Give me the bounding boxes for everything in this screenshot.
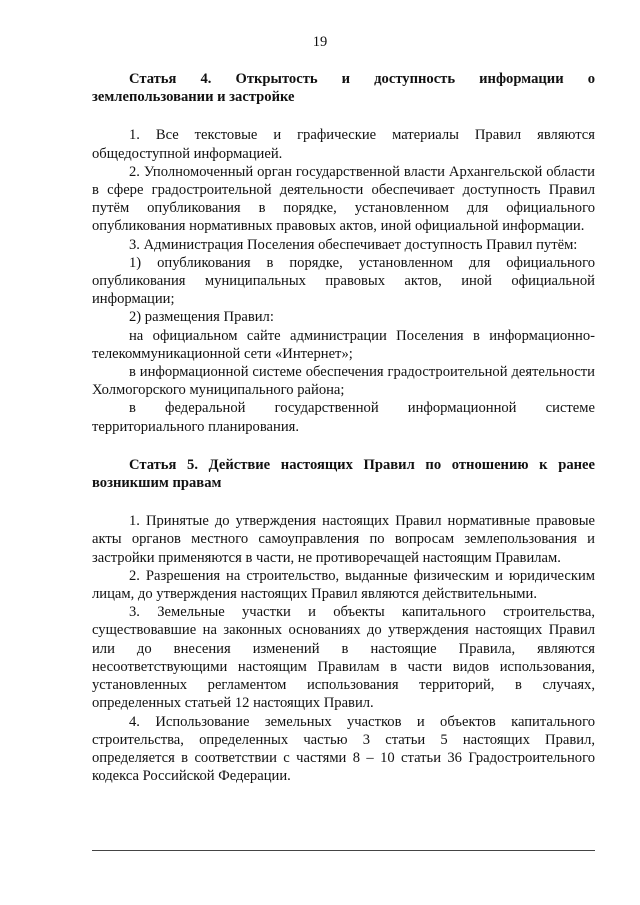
article-4-paragraph-3: 3. Администрация Поселения обеспечивает доступность Правил путём: <box>129 236 578 253</box>
article-4-paragraph-1: 1. Все текстовые и графические материалы Правил являются общедоступной информацией. <box>92 127 595 162</box>
article-4-paragraph-2: 2. Уполномоченный орган государственной власти Архангельской области в сфере градостроительной деятельности обеспечивает доступность Правил путём опубликования в порядке, установленном для официального опубликования нормативных правовых актов, иной официальной информации. <box>92 163 595 235</box>
article-4-item-2-isogd: в информационной системе обеспечения градостроительной деятельности Холмогорского муниципального района; <box>92 364 595 399</box>
article-4-item-2-website: на официальном сайте администрации Поселения в информационно-телекоммуникационной сети «Интернет»; <box>92 327 595 362</box>
document-body <box>92 70 595 785</box>
footer-divider <box>92 850 595 851</box>
article-4-item-1: 1) опубликования в порядке, установленном для официального опубликования муниципальных правовых актов, иной официальной информации; <box>92 254 595 308</box>
article-5-heading: Статья 5. Действие настоящих Правил по отношению к ранее возникшим правам <box>92 456 595 492</box>
article-5-paragraph-3: 3. Земельные участки и объекты капитального строительства, существовавшие на законных основаниях до утверждения настоящих Правил или до внесения изменений в настоящие Правила, являются несоответствующими настоящим Правилам в части видов использования, установленных регламентом использования территорий, в случаях, определенных статьей 12 настоящих Правил. <box>92 604 595 712</box>
article-4-item-2-fgis: в федеральной государственной информационной системе территориального планирования. <box>92 400 595 435</box>
article-5-paragraph-4: 4. Использование земельных участков и объектов капитального строительства, определенных частью 3 статьи 5 настоящих Правил, определяется в соответствии с частями 8 – 10 статьи 36 Градостроительного кодекса Российской Федерации. <box>92 713 595 785</box>
page-number: 19 <box>312 34 328 50</box>
article-4-heading: Статья 4. Открытость и доступность информации о землепользовании и застройке <box>92 71 595 106</box>
article-5-paragraph-2: 2. Разрешения на строительство, выданные физическим и юридическим лицам, до утверждения настоящих Правил являются действительными. <box>92 567 595 603</box>
article-4-item-2: 2) размещения Правил: <box>129 309 274 326</box>
article-5-paragraph-1: 1. Принятые до утверждения настоящих Правил нормативные правовые акты органов местного самоуправления по вопросам землепользования и застройки применяются в части, не противоречащей настоящим Правилам. <box>92 513 595 566</box>
